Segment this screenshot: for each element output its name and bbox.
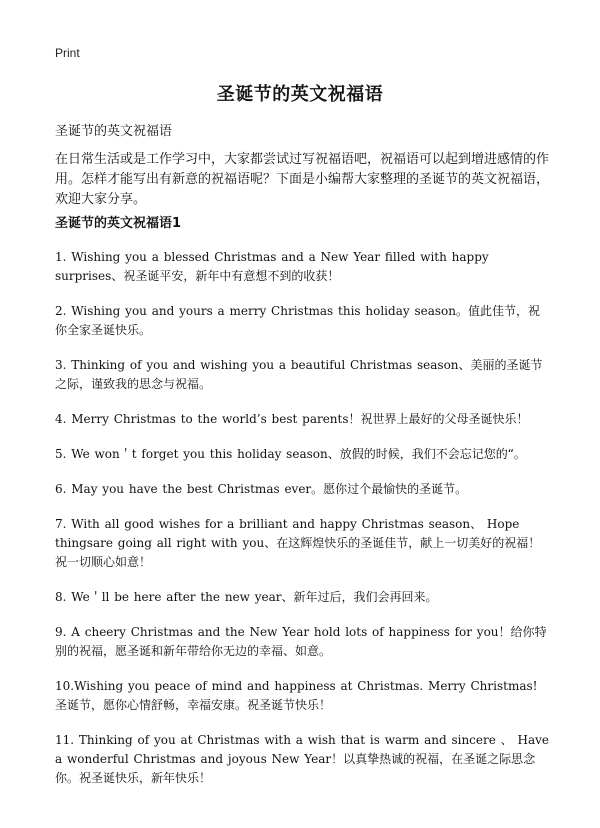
list-item	[55, 515, 550, 572]
list-item	[55, 588, 550, 607]
wish-english: 5. We won＇t forget you this holiday season、	[55, 447, 340, 461]
wish-english: 9. A cheery Christmas and the New Year hold lots of happiness for you！	[55, 625, 511, 639]
wish-chinese: 圣诞节，愿你心情舒畅，幸福安康。祝圣诞节快乐！	[55, 698, 332, 712]
wish-chinese: 在这辉煌快乐的圣诞佳节，献上一切美好的祝福！祝一切顺心如意！	[55, 536, 541, 569]
list-item	[55, 480, 550, 499]
wish-chinese: 给你特别的祝福，愿圣诞和新年带给你无边的幸福、如意。	[55, 625, 547, 658]
wish-chinese: 祝世界上最好的父母圣诞快乐！	[360, 412, 529, 426]
list-item	[55, 356, 550, 394]
wish-chinese: 愿你过个最愉快的圣诞节。	[323, 482, 468, 496]
list-item	[55, 410, 550, 429]
intro-paragraph: 在日常生活或是工作学习中，大家都尝试过写祝福语吧，祝福语可以起到增进感情的作用。怎样才能写出有新意的祝福语呢？下面是小编帮大家整理的圣诞节的英文祝福语，欢迎大家分享。	[55, 152, 550, 207]
wish-chinese: 新年过后，我们会再回来。	[293, 590, 438, 604]
wish-list	[55, 248, 550, 804]
wish-english: 1. Wishing you a blessed Christmas and a New Year filled with happy surprises、	[55, 250, 489, 283]
wish-english: 2. Wishing you and yours a merry Christmas this holiday season。	[55, 304, 468, 318]
section-heading: 圣诞节的英文祝福语1	[55, 216, 182, 231]
list-item	[55, 731, 550, 788]
wish-chinese: 以真挚热诚的祝福，在圣诞之际思念你。祝圣诞快乐，新年快乐！	[55, 752, 536, 785]
list-item	[55, 445, 550, 464]
wish-chinese: 祝圣诞平安，新年中有意想不到的收获！	[123, 269, 340, 283]
page-title: 圣诞节的英文祝福语	[216, 84, 384, 105]
list-item	[55, 623, 550, 661]
list-item	[55, 302, 550, 340]
wish-english: 8. We＇ll be here after the new year、	[55, 590, 294, 604]
wish-english: 3. Thinking of you and wishing you a beautiful Christmas season、	[55, 358, 471, 372]
wish-english: 6. May you have the best Christmas ever。	[55, 482, 324, 496]
wish-chinese: 美丽的圣诞节之际，谨致我的思念与祝福。	[55, 358, 543, 391]
wish-english: 11. Thinking of you at Christmas with a wish that is warm and sincere 、 Have a wonderful Christmas and joyous New Year！	[55, 733, 549, 766]
wish-chinese: 放假的时候，我们不会忘记您的“。	[339, 447, 526, 461]
print-link[interactable]: Print	[55, 46, 80, 60]
list-item	[55, 248, 550, 286]
document-subtitle: 圣诞节的英文祝福语	[55, 124, 173, 139]
wish-english: 7. With all good wishes for a brilliant and happy Christmas season、 Hope thingsare going all right with you、	[55, 517, 520, 550]
list-item	[55, 677, 550, 715]
wish-chinese: 值此佳节，祝你全家圣诞快乐。	[55, 304, 540, 337]
wish-english: 4. Merry Christmas to the world’s best parents！	[55, 412, 361, 426]
wish-english: 10.Wishing you peace of mind and happiness at Christmas. Merry Christmas!	[55, 679, 538, 693]
